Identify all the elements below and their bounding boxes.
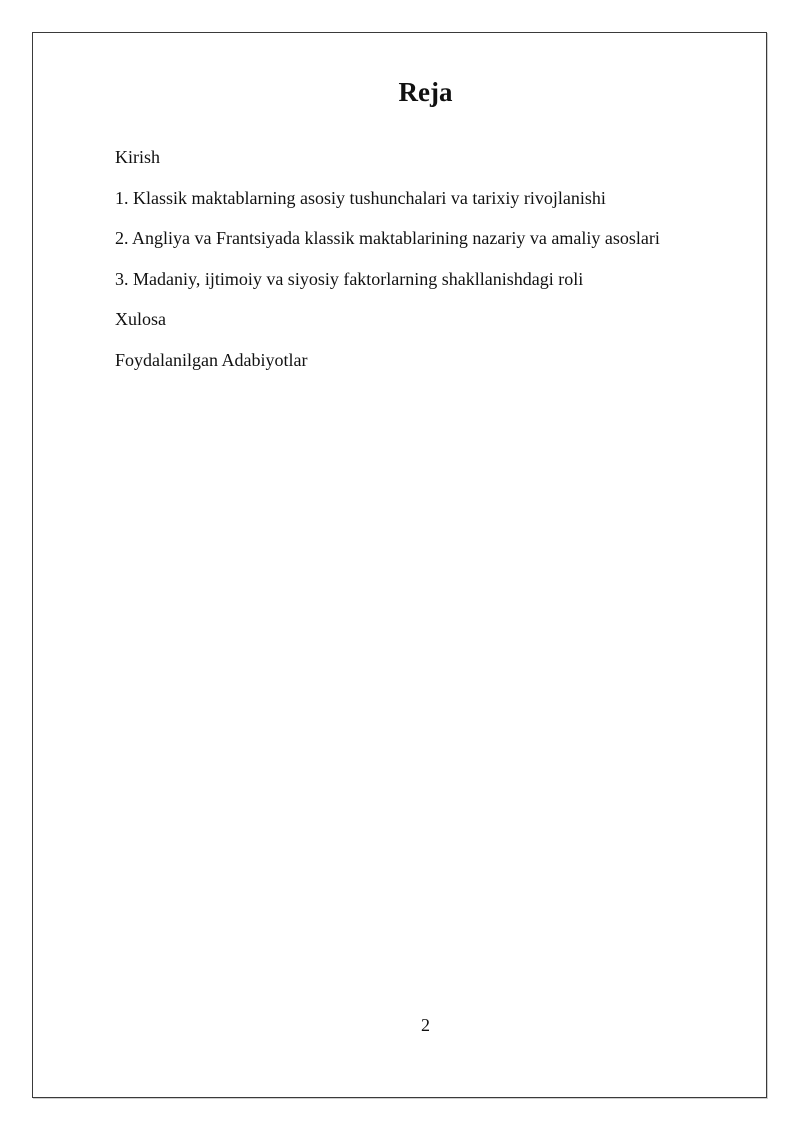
- table-of-contents: [115, 146, 660, 389]
- toc-item-1: 1. Klassik maktablarning asosiy tushunchalari va tarixiy rivojlanishi: [115, 187, 606, 208]
- toc-item-2: 2. Angliya va Frantsiyada klassik maktablarining nazariy va amaliy asoslari: [115, 228, 660, 248]
- toc-item-references: Foydalanilgan Adabiyotlar: [115, 349, 308, 370]
- toc-item-conclusion: Xulosa: [115, 309, 166, 329]
- page-number: 2: [421, 1015, 430, 1035]
- toc-item-3: 3. Madaniy, ijtimoiy va siyosiy faktorlarning shakllanishdagi roli: [115, 268, 584, 289]
- toc-item-intro: Kirish: [115, 147, 160, 167]
- document-page: [32, 32, 767, 1098]
- page-title: Reja: [398, 77, 453, 107]
